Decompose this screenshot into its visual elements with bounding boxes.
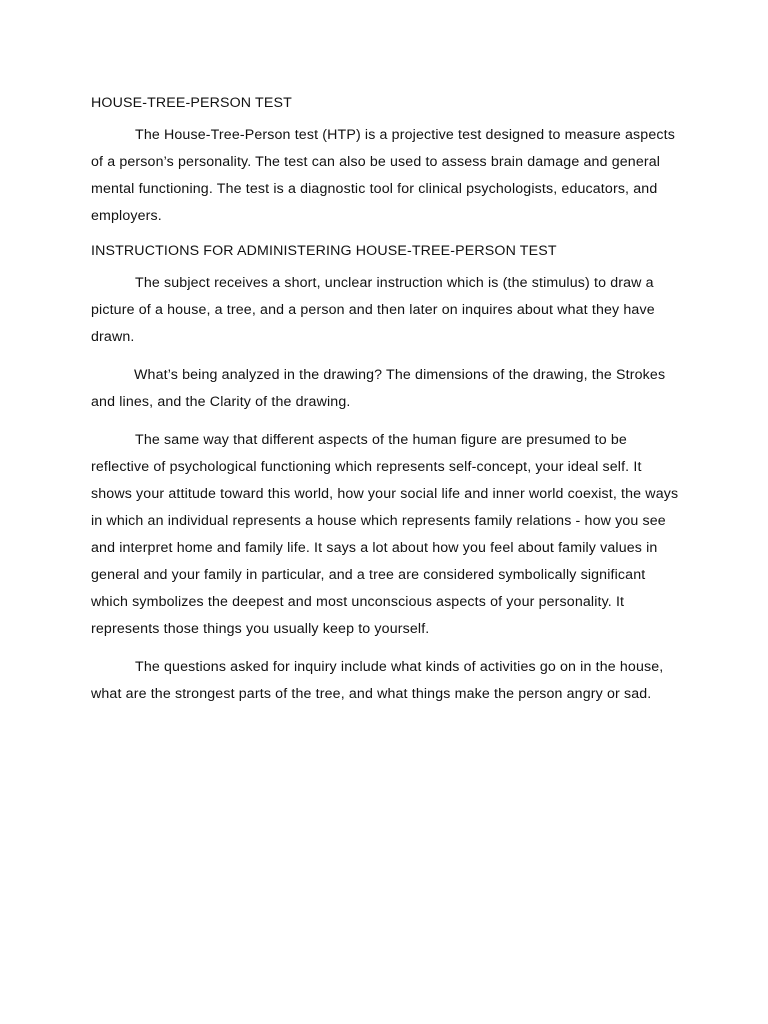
- interpretation-paragraph: The same way that different aspects of the human figure are presumed to be reflective of psychological functioning which represents self-concept, your ideal self. It shows your attitude toward this world, how your social life and inner world coexist, the ways in which an individual represents a house which represents family relations - how you see and interpret home and family life. It says a lot about how you feel about family values in general and your family in particular, and a tree are considered symbolically significant which symbolizes the deepest and most unconscious aspects of your personality. It represents those things you usually keep to yourself.: [91, 432, 679, 637]
- document-body: [91, 93, 683, 719]
- title-heading: HOUSE-TREE-PERSON TEST: [91, 95, 292, 111]
- intro-paragraph: The House-Tree-Person test (HTP) is a projective test designed to measure aspects of a person’s personality. The test can also be used to assess brain damage and general mental functioning. The test is a diagnostic tool for clinical psychologists, educators, and employers.: [91, 127, 675, 224]
- analysis-paragraph: What’s being analyzed in the drawing? The dimensions of the drawing, the Strokes and lines, and the Clarity of the drawing.: [91, 367, 666, 410]
- instructions-paragraph: The subject receives a short, unclear instruction which is (the stimulus) to draw a picture of a house, a tree, and a person and then later on inquires about what they have drawn.: [91, 275, 655, 345]
- inquiry-paragraph: The questions asked for inquiry include what kinds of activities go on in the house, what are the strongest parts of the tree, and what things make the person angry or sad.: [91, 659, 664, 702]
- instructions-heading: INSTRUCTIONS FOR ADMINISTERING HOUSE-TREE-PERSON TEST: [91, 243, 557, 259]
